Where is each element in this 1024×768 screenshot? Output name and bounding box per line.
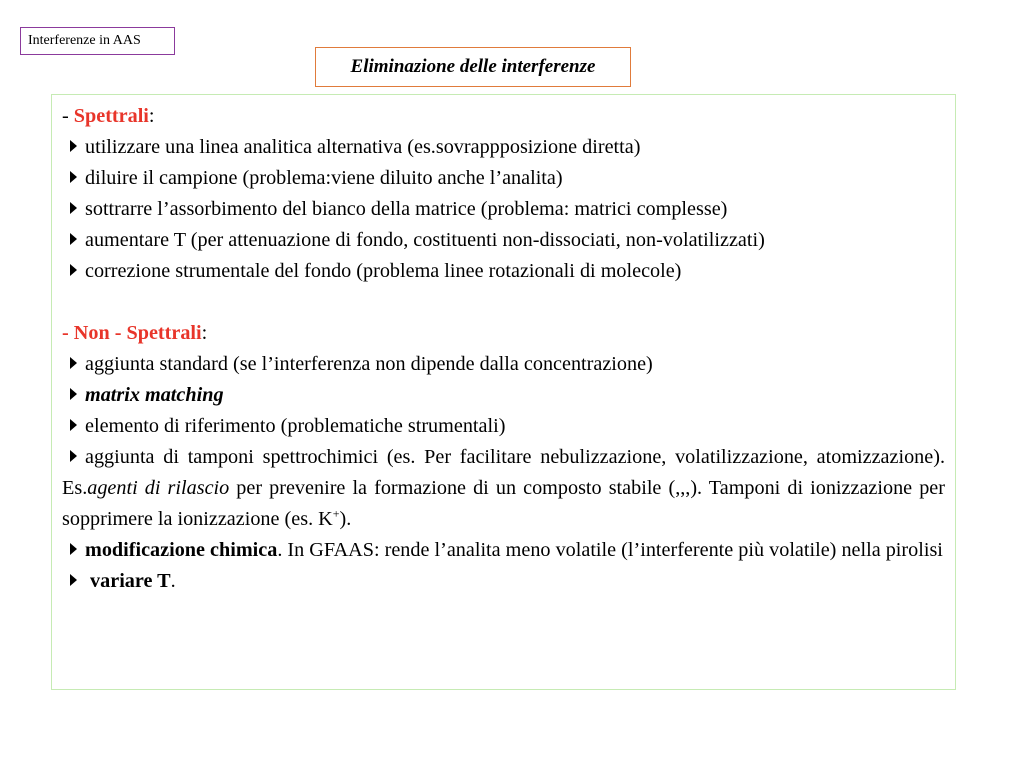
list-item-text: aggiunta standard (se l’interferenza non dipende dalla concentrazione)	[85, 353, 653, 375]
list-item-text: aggiunta di tamponi spettrochimici (es. Per facilitare nebulizzazione, volatilizzazione, atomizzazione). Es.	[62, 446, 945, 499]
heading-title: Non - Spettrali	[73, 322, 202, 344]
heading-dash: -	[62, 105, 74, 127]
list-item-text: sottrarre l’assorbimento del bianco della matrice (problema: matrici complesse)	[85, 198, 728, 220]
list-item	[62, 411, 945, 442]
content-panel	[51, 94, 956, 690]
triangle-bullet-icon	[70, 140, 77, 152]
list-item	[62, 535, 945, 566]
list-item	[62, 349, 945, 380]
list-item-emphasis: agenti di rilascio	[87, 477, 230, 499]
list-item	[62, 132, 945, 163]
heading-colon: :	[201, 322, 208, 344]
list-item-text: . In GFAAS: rende l’analita meno volatile (l’interferente più volatile) nella pirolisi	[277, 539, 943, 561]
list-item-text: elemento di riferimento (problematiche strumentali)	[85, 415, 506, 437]
triangle-bullet-icon	[70, 450, 77, 462]
triangle-bullet-icon	[70, 264, 77, 276]
list-item	[62, 566, 945, 597]
triangle-bullet-icon	[70, 357, 77, 369]
list-item	[62, 256, 945, 287]
section-heading-spettrali	[62, 101, 945, 132]
section-heading-non-spettrali	[62, 318, 945, 349]
section-spacer	[62, 287, 945, 318]
triangle-bullet-icon	[70, 574, 77, 586]
superscript: +	[332, 506, 340, 521]
triangle-bullet-icon	[70, 419, 77, 431]
list-item	[62, 163, 945, 194]
slide-topic-label: Interferenze in AAS	[20, 27, 175, 55]
triangle-bullet-icon	[70, 202, 77, 214]
list-item-text: aumentare T (per attenuazione di fondo, costituenti non-dissociati, non-volatilizzati)	[85, 229, 765, 251]
list-item	[62, 442, 945, 535]
list-item-text: utilizzare una linea analitica alternativa (es.sovrappposizione diretta)	[85, 136, 641, 158]
triangle-bullet-icon	[70, 171, 77, 183]
heading-colon: :	[148, 105, 155, 127]
list-item-text: correzione strumentale del fondo (problema linee rotazionali di molecole)	[85, 260, 682, 282]
heading-title: Spettrali	[73, 105, 149, 127]
list-item-emphasis: modificazione chimica	[85, 539, 278, 561]
list-item-text: matrix matching	[85, 384, 224, 406]
list-item	[62, 194, 945, 225]
list-item-text: diluire il campione (problema:viene diluito anche l’analita)	[85, 167, 563, 189]
triangle-bullet-icon	[70, 543, 77, 555]
triangle-bullet-icon	[70, 388, 77, 400]
list-item	[62, 380, 945, 411]
slide-title: Eliminazione delle interferenze	[315, 47, 631, 87]
list-item-emphasis: variare T	[90, 570, 171, 592]
list-item-text: .	[170, 570, 176, 592]
list-item-text: per prevenire la formazione di un composto stabile (,,,). Tamponi di ionizzazione per sopprimere la ionizzazione (es. K	[62, 477, 945, 530]
triangle-bullet-icon	[70, 233, 77, 245]
heading-dash: -	[62, 322, 74, 344]
list-item	[62, 225, 945, 256]
list-item-text: ).	[339, 508, 352, 530]
